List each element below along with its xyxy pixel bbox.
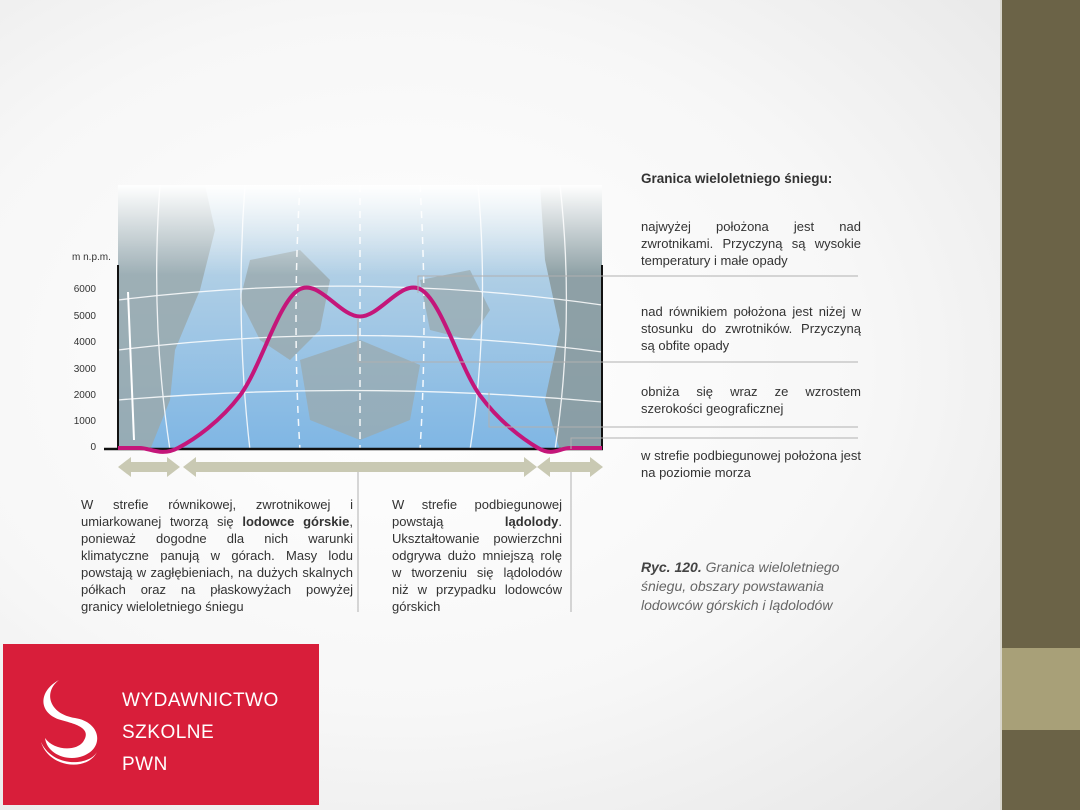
arrow-mountain-glaciers [183, 457, 537, 477]
annotation-tropics: najwyżej położona jest nad zwrotnikami. Przyczyną są wysokie temperatury i małe opady [641, 219, 861, 268]
y-tick-label: 4000 [73, 337, 96, 348]
zone-arrows [118, 457, 603, 477]
ice-sheets-text: W strefie podbiegunowej powstają lądolody. Ukształtowanie powierzchni odgrywa dużo mniejszą rolę w tworzeniu się lądolodów niż w przypadku lodowców górskich [392, 497, 562, 614]
y-tick-label: 0 [90, 442, 96, 453]
pwn-swirl-icon [31, 672, 121, 782]
arrow-polar-right [537, 457, 603, 477]
legend-title: Granica wieloletniego śniegu: [641, 171, 833, 186]
figure-caption: Ryc. 120. Granica wieloletniego śniegu, obszary powstawania lodowców górskich i lądolodów [641, 559, 840, 613]
logo-line-1: WYDAWNICTWO [122, 690, 279, 711]
sidebar-dark-bottom [1000, 730, 1080, 810]
term-ice-sheets: lądolody [504, 514, 559, 529]
y-tick-label: 5000 [73, 311, 96, 322]
figure-number: Ryc. 120. [641, 559, 702, 575]
term-mountain-glaciers: lodowce górskie [242, 514, 350, 529]
annotation-equator: nad równikiem położona jest niżej w stosunku do zwrotników. Przyczyną są obfite opady [641, 304, 861, 353]
mountain-glaciers-text: W strefie równikowej, zwrotnikowej i umiarkowanej tworzą się lodowce górskie, ponieważ dogodne dla nich warunki klimatyczne panują w górach. Masy lodu powstają w zagłębieniach, na dużych skalnych półkach oraz na płaskowyżach powyżej granicy wieloletniego śniegu [81, 497, 353, 614]
arrow-polar-left [118, 457, 180, 477]
y-tick-label: 6000 [73, 284, 96, 295]
publisher-logo [3, 644, 319, 805]
y-axis-unit: m n.p.m. [72, 252, 111, 263]
annotation-polar: w strefie podbiegunowej położona jest na poziomie morza [641, 448, 861, 480]
y-tick-label: 3000 [73, 364, 96, 375]
y-tick-label: 2000 [73, 390, 96, 401]
annotation-latitude: obniża się wraz ze wzrostem szerokości geograficznej [641, 384, 861, 416]
logo-line-2: SZKOLNE [122, 722, 215, 743]
y-tick-label: 1000 [73, 416, 96, 427]
sidebar-dark-top [1000, 0, 1080, 648]
sidebar-divider [1000, 0, 1002, 810]
logo-line-3: PWN [122, 754, 168, 775]
sidebar-light-band [1000, 648, 1080, 730]
